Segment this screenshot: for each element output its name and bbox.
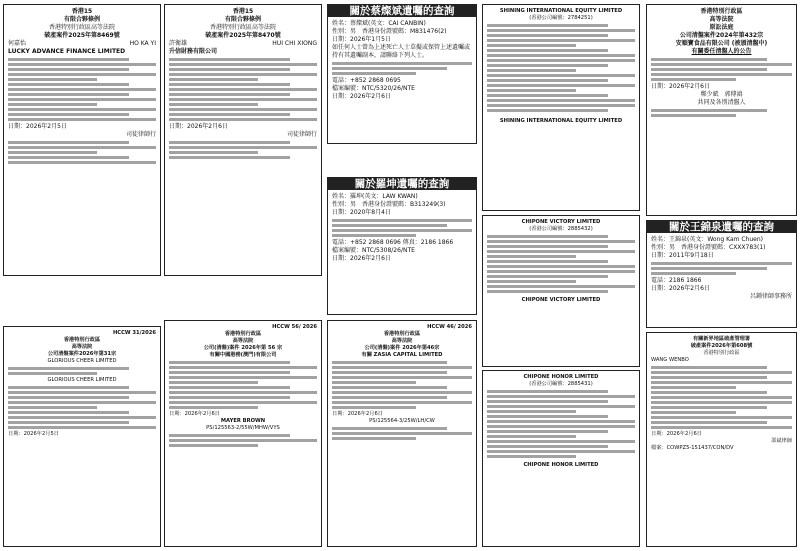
date-of-death: 日期：2026年1月5日: [332, 36, 391, 43]
company-name: 有關中國港務(澳門)有限公司: [209, 352, 277, 358]
date-of-death: 日期：2011年9月18日: [651, 252, 714, 259]
file-reference: PS/125563-2/55W/MHW/VYS: [206, 425, 280, 431]
file-reference: 檔案編號：NTC/5308/26/NTE: [332, 247, 415, 254]
debtor-name-cn: 許衛雄: [169, 40, 188, 47]
petitioner-company: 升信財務有限公司: [169, 48, 218, 55]
court-division: 原訟法庭: [709, 24, 734, 31]
court: 高等法院: [709, 16, 734, 23]
company-name: SHINING INTERNATIONAL EQUITY LIMITED: [499, 8, 623, 14]
court-name: 香港特別行政區: [703, 350, 740, 356]
notice-date: 日期：2026年2月5日: [8, 123, 67, 130]
notice-date: 日期：2026年2月6日: [169, 411, 220, 417]
notice-date: 日期：2026年2月6日: [651, 83, 710, 90]
company-name: GLORIOUS CHEER LIMITED: [47, 358, 117, 364]
notice-date: 日期：2026年2月5日: [8, 431, 59, 437]
law-firm: 呂鍾律師事務所: [749, 293, 792, 300]
law-firm: MAYER BROWN: [220, 418, 266, 424]
notice-date: 日期：2026年2月6日: [651, 431, 702, 437]
winding-up-notice-46: [327, 320, 477, 547]
deceased-name: 姓名：羅坤(英文：LAW KWAN): [332, 193, 418, 200]
notice-body: 如任何人士曾為上述死亡人士草擬或保管上述遺囑或持有其遺囑副本，請聯絡下列人士。: [332, 44, 471, 59]
company-notice-chipone-honor: [482, 370, 640, 547]
region: 香港特別行政區: [63, 337, 101, 343]
company-name: 有關 ZASIA CAPITAL LIMITED: [361, 352, 443, 358]
contact-phone: 電話：+852 2868 0695: [332, 77, 401, 84]
company-number: (香港公司編號：2784251): [529, 15, 593, 21]
contact-phone: 電話：2186 1866: [651, 277, 702, 284]
case-code: HCCW 31/2026: [112, 330, 156, 336]
law-firm: 司徒律師行: [125, 131, 156, 138]
deceased-name: 姓名：王錦泉(英文：Wong Kam Chuen): [651, 236, 763, 243]
debtor-name-en: HO KA YI: [129, 40, 156, 47]
company-in-liquidation: 安順寶食品有限公司 (被頒清盤中): [675, 40, 768, 47]
will-inquiry-law: [327, 177, 477, 315]
notice-date: 日期：2026年2月6日: [651, 285, 710, 292]
bankruptcy-notice-1: [3, 4, 161, 276]
bankruptcy-notice-3: [646, 332, 797, 547]
deceased-id: 性別：男 香港身份證號碼：B313249(3): [332, 201, 446, 208]
liquidator-names: 鄭少斌 郭傳鴻: [700, 91, 743, 98]
case-number: 破產案件2025年第8470號: [205, 32, 281, 39]
notice-heading: 有限合夥條例: [224, 16, 261, 23]
notice-heading: 香港15: [232, 8, 254, 15]
notice-date: 日期：2026年2月6日: [332, 411, 383, 417]
region: 香港特別行政區: [700, 8, 743, 15]
notice-title: 關於王錦泉遺囑的查詢: [647, 221, 796, 233]
court: 高等法院: [232, 338, 254, 344]
liquidation-notice: [646, 4, 797, 216]
company-number: (香港公司編號：2885431): [529, 381, 593, 387]
case-number: 公司清盤案件2026年第31宗: [47, 351, 117, 357]
notice-heading: 有關新界地區破產管理署: [692, 336, 751, 342]
notice-title: 關於蔡燦斌遺囑的查詢: [328, 5, 476, 17]
company-footer: CHIPONE HONOR LIMITED: [523, 462, 599, 468]
deceased-id: 性別：男 香港身份證號碼：M831476(2): [332, 28, 447, 35]
winding-up-notice-31: [3, 326, 161, 547]
debtor-name-cn: 何嘉怡: [8, 40, 27, 47]
court: 高等法院: [391, 338, 413, 344]
notice-date: 日期：2026年2月6日: [332, 93, 391, 100]
debtor-name-en: HUI CHI XIONG: [272, 40, 317, 47]
court-name: 香港特別行政區高等法院: [209, 24, 276, 31]
debtor-name: WANG WENBO: [651, 357, 689, 363]
court-name: 香港特別行政區高等法院: [48, 24, 115, 31]
case-code: HCCW 46/ 2026: [427, 324, 472, 330]
contact-phone: 電話：+852 2868 0696 傳真：2186 1866: [332, 239, 454, 246]
deceased-name: 姓名：蔡燦斌(英文：CAI CANBIN): [332, 20, 426, 27]
company-name: CHIPONE HONOR LIMITED: [523, 374, 599, 380]
case-number: 公司清盤案件2024年第432宗: [679, 32, 764, 39]
law-firm: 邵斌律師: [771, 438, 792, 444]
case-number: 破產案件2026年第608號: [690, 343, 753, 349]
file-reference: PS/125564-3/25W/LH/CW: [369, 418, 435, 424]
will-inquiry-wong: [646, 220, 797, 328]
will-inquiry-cai: [327, 4, 477, 144]
region: 香港特別行政區: [224, 331, 262, 337]
company-footer: CHIPONE VICTORY LIMITED: [521, 297, 601, 303]
case-number: 破產案件2025年第8469號: [44, 32, 120, 39]
file-reference: 檔案：COWPZ5-151437/CON/DV: [651, 445, 734, 451]
petitioner-company: LUCKY ADVANCE FINANCE LIMITED: [8, 48, 126, 55]
winding-up-notice-56: [164, 320, 322, 547]
company-number: (香港公司編號：2885432): [529, 226, 593, 232]
bankruptcy-notice-2: [164, 4, 322, 276]
company-name: GLORIOUS CHEER LIMITED: [47, 377, 117, 383]
notice-title: 關於羅坤遺囑的查詢: [328, 178, 476, 190]
notice-heading: 香港15: [71, 8, 93, 15]
notice-date: 日期：2026年2月6日: [169, 123, 228, 130]
court: 高等法院: [71, 344, 93, 350]
company-notice-chipone-victory: [482, 215, 640, 367]
company-footer: SHINING INTERNATIONAL EQUITY LIMITED: [499, 118, 623, 124]
deceased-id: 性別：男 香港身份證號碼：CXXX783(1): [651, 244, 766, 251]
law-firm: 司徒律師行: [286, 131, 317, 138]
company-name: CHIPONE VICTORY LIMITED: [521, 219, 601, 225]
company-notice-shining: [482, 4, 640, 211]
case-number: 公司(清盤)案件 2026年第 56 宗: [203, 345, 283, 351]
notice-subject: 有關委任清盤人的公告: [691, 48, 752, 55]
file-reference: 檔案編號：NTC/5320/26/NTE: [332, 85, 415, 92]
notice-heading: 有限合夥條例: [63, 16, 100, 23]
date-of-death: 日期：2020年8月4日: [332, 209, 391, 216]
region: 香港特別行政區: [383, 331, 421, 337]
liquidator-role: 共同及各別清盤人: [697, 99, 746, 106]
case-code: HCCW 56/ 2026: [272, 324, 317, 330]
case-number: 公司(清盤)案件 2026年第46宗: [364, 345, 440, 351]
notice-date: 日期：2026年2月6日: [332, 255, 391, 262]
